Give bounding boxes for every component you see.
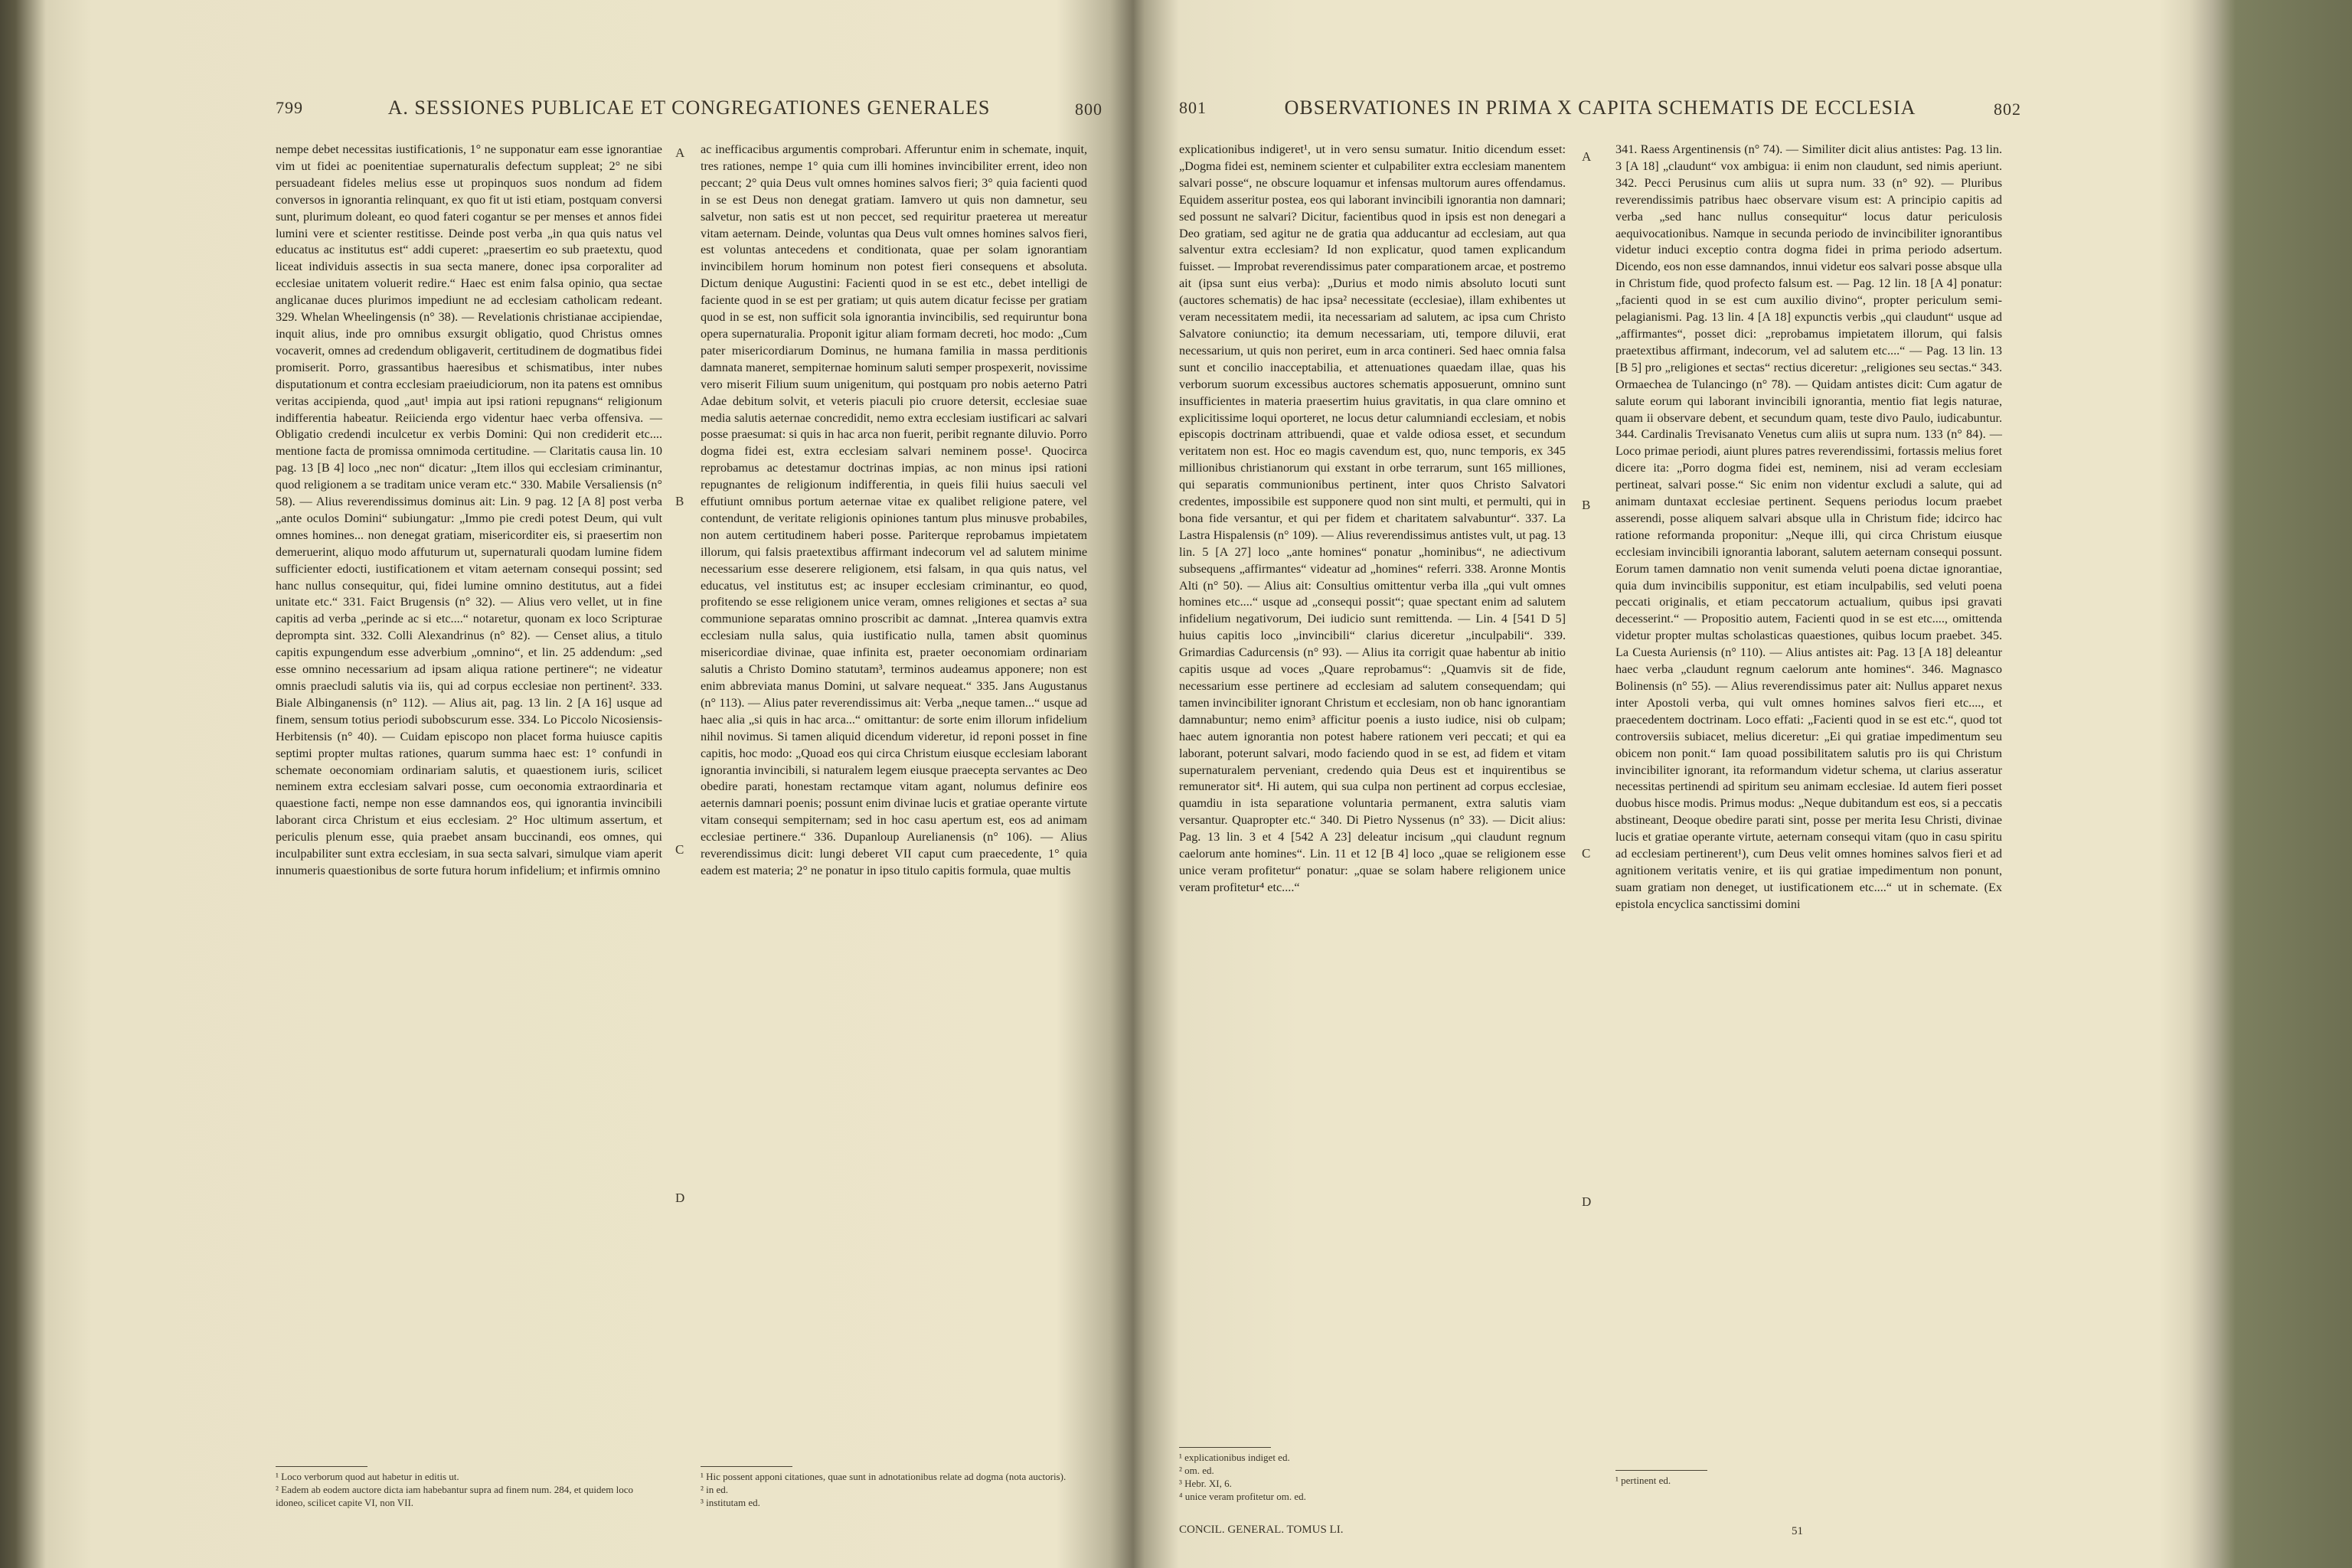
left-page-column-1: [276, 142, 662, 880]
sheet-number: 51: [1792, 1525, 1803, 1537]
column-text: explicationibus indigeret¹, ut in vero sensu sumatur. Initio dicendum esset: „Dogma fidei est, neminem scienter et culpabiliter extra ecclesiam manentem salvari posse“, ne obscure loquamur et infensas multorum aures offendamus. Equidem asseritur postea, eos qui laborant invincibili ignorantia non damnari; sed possunt ne salvari? Dicitur, facientibus quod in ipsis est non denegari a Deo gratiam, sed agitur ne de gratia qua adducantur ad ecclesiam, aut qua salventur extra ecclesiam? Id non explicatur, quod tamen explicandum fuisset. — Improbat reverendissimus pater comparationem arcae, et postremo ait (ipsa sunt eius verba): „Durius et modo nimis absoluto locuti sunt (auctores schematis) de hac ipsa² necessitate (ecclesiae), illam exhibentes ut veram necessitatem medii, ita necessariam ad salutem, ac ipsa cum Christo Salvatore coniunctio; ita demum necessariam, uti, tempore diluvii, erat necessarium, ut quis non periret, eum in arca contineri. Sed haec omnia falsa sunt et concilio inacceptabilia, et attenuationes quaedam illae, quas his verborum suorum excessibus auctores schematis apposuerunt, omnino sunt insufficientes in materia praesertim huius gravitatis, in qua clare omnino et explicitissime loqui oporteret, ne locus detur calumniandi ecclesiam, et nobis episcopis doctrinam attribuendi, quae et valde odiosa esset, et secundum veritatem non est. Hoc eo magis cavendum est, quo, nunc temporis, ex 345 millionibus christianorum qui exstant in orbe terrarum, sunt 165 milliones, qui separatis communionibus pertinent, inter quos Christo Salvatori credentes, impossibile est supponere quod non sint multi, et permulti, qui in bona fide versantur, et qui per fidem et charitatem salvabuntur“. 337. La Lastra Hispalensis (n° 109). — Alius reverendissimus antistes vult, ut pag. 13 lin. 5 [A 27] loco „ante homines“ ponatur „hominibus“, ne adiectivum subsequens „affirmantes“ videatur ad „homines“ referri. 338. Aronne Montis Alti (n° 50). — Alius ait: Consultius omittentur verba illa „qui vult omnes homines etc....“ usque ad „consequi possit“; quae spectant enim ad salutem infidelium negativorum, Dei iudicio sunt remittenda. — Lin. 4 [541 D 5] huius capitis loco „invincibili“ clarius diceretur „inculpabili“. 339. Grimardias Cadurcensis (n° 93). — Alius ita corrigit quae habentur ab initio capitis usque ad voces „Quare reprobamus“: „Quamvis sit de fide, necessarium esse pertinere ad ecclesiam ad salutem consequendam; qui tamen invincibiliter ignorant Christum et ecclesiam, non ob hanc ignorantiam damnabuntur; nemo enim³ afficitur poenis a iusto iudice, nisi ob culpam; haec autem ignorantia non potest habere rationem veri peccati; et qui ea laborant, poterunt salvari, modo faciendo quod in se est, ad fidem et vitam supernaturalem perveniant, credendo quia Deus est et inquirentibus se remunerator sit⁴. Hi autem, qui sua culpa non pertinent ad corpus ecclesiae, quamdiu in ista separatione voluntaria permanent, extra salutis viam versantur. Quapropter etc.“ 340. Di Pietro Nyssenus (n° 33). — Dicit alius: Pag. 13 lin. 3 et 4 [542 A 23] deleatur incisum „qui claudunt regnum caelorum ante homines“. Lin. 11 et 12 [B 4] loco „quae se religionem esse unice veram profitetur“ ponatur: „quae se solam habere religionem unice veram profitetur⁴ etc....“: [1179, 142, 1566, 894]
right-page: [1179, 46, 2021, 1554]
footnotes-left-col-1: [276, 1466, 662, 1509]
margin-letter-a: A: [1582, 149, 1592, 164]
footnote-rule: [1179, 1447, 1271, 1448]
footnotes-right-col-1: [1179, 1447, 1566, 1503]
page-number-800: 800: [1075, 100, 1102, 119]
footnote: ³ Hebr. XI, 6.: [1179, 1478, 1232, 1489]
footnote: ³ institutam ed.: [701, 1497, 760, 1508]
margin-letter-d: D: [675, 1191, 685, 1205]
column-text: 341. Raess Argentinensis (n° 74). — Similiter dicit alius antistes: Pag. 13 lin. 3 [A 18] „claudunt“ vox ambigua: ii enim non claudunt, sed nimis aperiunt. 342. Pecci Perusinus cum aliis ut supra num. 33 (n° 92). — Pluribus reverendissimis patribus haec observare visum est: A principio capitis ad verba „sed hanc nullus consequitur“ locus datur periculosis aequivocationibus. Namque in secunda periodo de invincibiliter ignorantibus videtur induci exceptio contra dogma fidei in prima periodo adsertum. Dicendo, eos non esse damnandos, innui videtur eos salvari posse absque ulla in Christum fide, quod profecto falsum est. — Pag. 12 lin. 18 [A 4] ponatur: „facienti quod in se est cum auxilio divino“, propter periculum semi-pelagianismi. Pag. 13 lin. 4 [A 18] expunctis verbis „qui claudunt“ usque ad „affirmantes“, posset dici: „reprobamus impietatem illorum, qui falsis praetextibus affirmant, indecorum, vel ad salutem etc....“ — Pag. 13 lin. 13 [B 5] pro „religiones et sectas“ rectius diceretur: „religiones seu sectas.“ 343. Ormaechea de Tulancingo (n° 78). — Quidam antistes dicit: Cum agatur de salute eorum qui laborant invincibili ignorantia, mentio fiat legis naturae, quam ii observare debent, et secundum quam, teste divo Paulo, iudicabuntur. 344. Cardinalis Trevisanato Venetus cum aliis ut supra num. 133 (n° 84). — Loco primae periodi, aiunt plures patres reverendissimi, fortassis melius foret dicere ita: „Porro dogma fidei est, neminem, nisi ad veram ecclesiam pertineat, salvari posse.“ Sic enim non videntur excludi a salute, qui ad animam duntaxat ecclesiae pertinent. Sequens periodus locum praebet asserendi, posse aliquem salvari absque ulla in Christum fide; idcirco hac ratione reformanda proponitur: „Neque illi, qui circa Christum eiusque ecclesiam invincibili ignorantia laborant, salutem aeternam consequi possunt. Eorum tamen damnatio non venit sumenda veluti poena dictae ignorantiae, quia dum invincibilis supponitur, est etiam inculpabilis, sed veluti poena peccati originalis, et etiam peccatorum actualium, quibus ipsi gravati decesserint.“ — Propositio autem, Facienti quod in se est etc...., omittenda videtur propter multas scholasticas quaestiones, quibus locum praebet. 345. La Cuesta Auriensis (n° 110). — Alius antistes ait: Pag. 13 [A 18] deleantur haec verba „claudunt regnum caelorum ante homines“. 346. Magnasco Bolinensis (n° 55). — Alius reverendissimus pater ait: Nullus apparet nexus inter Apostoli verba, qui vult omnes homines salvos fieri etc...., et praecedentem doctrinam. Loco effati: „Facienti quod in se est etc.“, quod tot controversiis subiacet, melius diceretur: „Ei qui gratiae impedimentum seu obicem non ponit.“ Iam quoad possibilitatem salutis pro iis qui Christum invincibiliter ignorant, ita reformandum videtur schema, ut clarius asseratur necessitas pertinendi ad spiritum seu animam ecclesiae. Id autem fieri posset duobus hisce modis. Primus modus: „Neque dubitandum est eos, si a peccatis abstineant, Deoque obedire parati sint, posse per merita Iesu Christi, divinae lucis et gratiae operante virtute, aeternam consequi vitam (quo in casu spiritu ad ecclesiam pertinerent¹), cum Deus velit omnes homines salvos fieri et ad agnitionem veritatis venire, et iis qui gratiae impedimentum non ponunt, suam gratiam non deneget, ut iustificationem etc....“ ut in schemate. (Ex epistola encyclica sanctissimi domini: [1615, 142, 2002, 911]
column-text: ac inefficacibus argumentis comprobari. Afferuntur enim in schemate, inquit, tres rationes, nempe 1° quia cum illi homines invincibiliter errent, ideo non peccant; 2° quia Deus vult omnes homines salvos fieri; 3° quia facienti quod in se est Deus non denegat gratiam. Iamvero ut quis non damnetur, seu salvetur, non satis est ut non peccet, sed requiritur praeterea ut mereatur vitam aeternam. Deinde, voluntas qua Deus vult omnes homines salvos fieri, est voluntas antecedens et conditionata, quae per solam ignorantiam invincibilem horum hominum non potest fieri consequens et absoluta. Dictum denique Augustini: Facienti quod in se est etc., debet intelligi de faciente quod in se est per gratiam; ut quis autem dicatur fecisse per gratiam quod in se est, non sufficit sola ignorantia invincibilis, sed requiruntur bona opera supernaturalia. Proponit igitur aliam formam decreti, hoc modo: „Cum pater misericordiarum Dominus, ne humana familia in massa perditionis damnata maneret, sempiternae hominum saluti semper prospexerit, novissime vero miserit Filium suum unigenitum, qui postquam pro nobis aeterno Patri Adae debitum solvit, et veteris piaculi pio cruore detersit, ecclesiae suae media salutis aeternae concredidit, nemo extra ecclesiam iustificari ac salvari posse praesumat: si quis in hac arca non fuerit, peribit regnante diluvio. Porro dogma fidei est, extra ecclesiam salvari neminem posse¹. Quocirca reprobamus ac detestamur doctrinas impias, ac non minus ipsi rationi repugnantes de religionum indifferentia, in queis filii huius saeculi vel effutiunt omnibus portum aeternae vitae ex qualibet religione patere, vel contendunt, de veritate religionis opiniones tantum plus minusve probabiles, non autem certitudinem haberi posse. Pariterque reprobamus impietatem illorum, qui falsis praetextibus affirmant indecorum vel ad salutem minime necessarium esse deserere religionem, etsi falsam, in qua quis natus, vel educatus, vel institutus est; ac insuper ecclesiam criminantur, eo quod, profitendo se esse religionem unice veram, omnes religiones et sectas a² sua communione separatas omnino proscribit ac damnat. „Interea quamvis extra ecclesiam nulla salus, quia iustificatio nulla, tamen absit quominus misericordiae divinae, quae infinita est, praeter oeconomiam ordinariam salutis a Christo Domino statutam³, terminos audeamus apponere; non est enim abbreviata manus Domini, ut salvare nequeat.“ 335. Jans Augustanus (n° 113). — Alius pater reverendissimus ait: Verba „neque tamen...“ usque ad haec alia „si quis in hac arca...“ omittantur: de sorte enim illorum infidelium nihil novimus. Si tamen aliquid dicendum videretur, id reponi posset in fine capitis, hoc modo: „Quoad eos qui circa Christum eiusque ecclesiam laborant ignorantia invincibili, si naturalem legem eiusque praecepta servantes ac Deo obedire parati, honestam rectamque vitam agant, nolumus definire eos aeternis damnari poenis; possunt enim divinae lucis et gratiae operante virtute vitam consequi sempiternam; sed in hoc casu apertum est, eos ad animam ecclesiae pertinere.“ 336. Dupanloup Aurelianensis (n° 106). — Alius reverendissimus dicit: lungi deberet VII caput cum praecedente, 1° quia eadem est materia; 2° ne ponatur in ipso titulo capitis formula, quae multis: [701, 142, 1087, 877]
footnote: ⁴ unice veram profitetur om. ed.: [1179, 1491, 1306, 1502]
footnote-rule: [276, 1466, 368, 1467]
footnote: ¹ Loco verborum quod aut habetur in editis ut.: [276, 1471, 459, 1482]
page-number-799: 799: [276, 98, 303, 117]
footnote: ² in ed.: [701, 1484, 729, 1495]
margin-letter-b: B: [675, 494, 684, 508]
column-text: nempe debet necessitas iustificationis, 1° ne supponatur eam esse ignorantiae vim ut fidei ac poenitentiae supernaturalis defectum suppleat; 2° ne sibi persuadeant fideles melius esse ut propinquos suos nondum ad fidem conversos in ignorantia relinquant, ex quo fit ut isti etiam, postquam conversi sunt, plurimum doleant, eo quod fateri cogantur se per menses et annos fidei lumini vere et scienter restitisse. Deinde post verba „in qua quis natus vel educatus ac institutus est“ addi cuperet: „praesertim eo sub praetextu, quod liceat individuis assectis in sua secta manere, donec ipsa corporaliter ad ecclesiae unitatem voluerit redire.“ Haec est enim falsa opinio, qua sectae anglicanae duces plurimos impediunt ne ad ecclesiam catholicam redeant. 329. Whelan Wheelingensis (n° 38). — Revelationis christianae accipiendae, inquit alius, inde pro omnibus exsurgit obligatio, quod Christus omnes vocaverit, omnes ad credendum obligaverit, certitudinem de dogmatibus fidei promiserit. Porro, grassantibus haeresibus et schismatibus, inter nubes disputationum et contra ecclesiam praeiudiciorum, non ita patens est omnibus veritas accipienda, quod „aut¹ impia aut ipsi rationi repugnans“ religionum indifferentia habeatur. Reiicienda ergo videntur haec verba offensiva. — Obligatio credendi inculcetur ex verbis Domini: Qui non crediderit etc.... mentione facta de promissa omnimoda certitudine. — Claritatis causa lin. 10 pag. 13 [B 4] loco „nec non“ dicatur: „Item illos qui ecclesiam criminantur, quod religionem a se traditam unice veram etc.“ 330. Mabile Versaliensis (n° 58). — Alius reverendissimus dominus ait: Lin. 9 pag. 12 [A 8] post verba „ante oculos Domini“ subiungatur: „Immo pie credi potest Deum, qui vult omnes homines... non denegat gratiam, misericorditer eis, si praesertim non demeruerint, aliquo modo affuturum ut, supernaturali quodam lumine fidem sufficienter edocti, iustificationem et vitam aeternam consequi possint; sed hanc nullus consequitur, qui, fidei lumine omnino destitutus, aut a fidei unitate etc.“ 331. Faict Brugensis (n° 32). — Alius vero vellet, ut in fine capitis ad verba „perinde ac si etc....“ notaretur, quonam ex loco Scripturae deprompta sint. 332. Colli Alexandrinus (n° 82). — Censet alius, a titulo capitis expungendum esse adverbium „omnino“, et lin. 25 addendum: „sed esse omnino necessarium ad ipsam aliqua ratione pertinere“; ne videatur omnis praecludi salutis via iis, qui ad corpus ecclesiae non pertinent². 333. Biale Albinganensis (n° 112). — Alius ait, pag. 13 lin. 2 [A 16] usque ad finem, sensum totius periodi subobscurum esse. 334. Lo Piccolo Nicosiensis-Herbitensis (n° 40). — Cuidam episcopo non placet forma huiusce capitis septimi propter multas rationes, quarum summa haec est: 1° confundi in schemate oeconomiam ordinariam salutis, et quaestionem iuris, scilicet neminem extra ecclesiam salvari posse, cum oeconomia extraordinaria et quaestione facti, nempe non esse damnandos eos, qui ignorantia invincibili laborant circa Christum et eius ecclesiam. 2° Hoc ultimum assertum, et periculis plenum esse, quia praebet ansam buccinandi, eos omnes, qui inculpabiliter sunt extra ecclesiam, in sua secta salvari, simulque viam aperit innumeris quaestionibus de sorte futura horum infidelium; et infirmis omnino: [276, 142, 662, 877]
margin-letter-d: D: [1582, 1194, 1592, 1209]
left-page-header: [276, 93, 1102, 124]
margin-letter-b: B: [1582, 498, 1591, 512]
running-title: OBSERVATIONES IN PRIMA X CAPITA SCHEMATIS DE ECCLESIA: [1284, 96, 1916, 119]
margin-letter-c: C: [675, 842, 684, 857]
footnote-rule: [1615, 1470, 1707, 1471]
page-number-802: 802: [1994, 100, 2021, 119]
right-page-column-2: [1615, 142, 2002, 913]
footnote: ² om. ed.: [1179, 1465, 1214, 1476]
footnote: ² Eadem ab eodem auctore dicta iam habebantur supra ad finem num. 284, et quidem loco idoneo, scilicet capite VI, non VII.: [276, 1484, 634, 1508]
footnotes-right-col-2: [1615, 1470, 2002, 1487]
running-title: A. SESSIONES PUBLICAE ET CONGREGATIONES GENERALES: [387, 96, 991, 119]
footnotes-left-col-2: [701, 1466, 1087, 1509]
right-page-column-1: [1179, 142, 1566, 897]
margin-letter-c: C: [1582, 846, 1591, 861]
footnote: ¹ Hic possent apponi citationes, quae sunt in adnotationibus relate ad dogma (nota auctoris).: [701, 1471, 1067, 1482]
left-page-column-2: [701, 142, 1087, 880]
footnote: ¹ explicationibus indiget ed.: [1179, 1452, 1290, 1463]
page-number-801: 801: [1179, 98, 1207, 117]
footnote: ¹ pertinent ed.: [1615, 1475, 1671, 1486]
margin-letter-a: A: [675, 145, 685, 160]
right-page-header: [1179, 93, 2021, 124]
signature-mark: CONCIL. GENERAL. TOMUS LI.: [1179, 1524, 1344, 1536]
left-page: [276, 46, 1102, 1554]
footnote-rule: [701, 1466, 792, 1467]
